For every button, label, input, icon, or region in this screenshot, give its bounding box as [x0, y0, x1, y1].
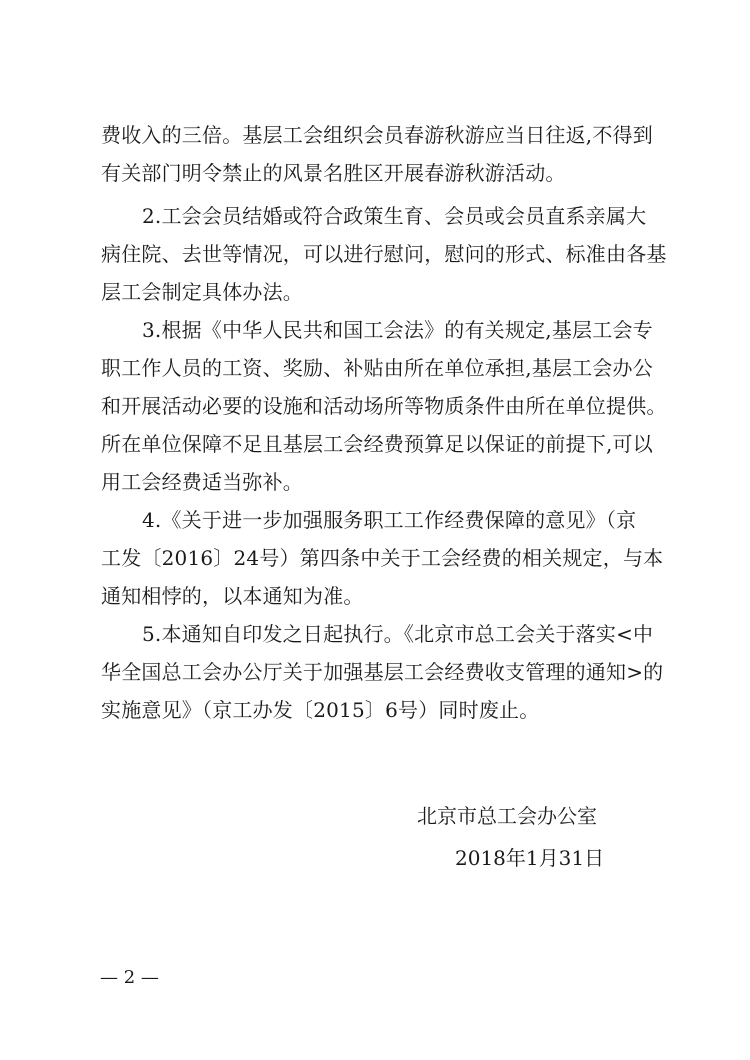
paragraph-line: 用工会经费适当弥补。: [101, 470, 303, 494]
paragraph-line: 有关部门明令禁止的风景名胜区开展春游秋游活动。: [101, 161, 566, 185]
paragraph-line: 和开展活动必要的设施和活动场所等物质条件由所在单位提供。: [101, 394, 667, 418]
paragraph-line: 费收入的三倍。基层工会组织会员春游秋游应当日往返,不得到: [101, 123, 653, 147]
paragraph-line: 华全国总工会办公厅关于加强基层工会经费收支管理的通知>的: [101, 660, 664, 684]
paragraph-line: 层工会制定具体办法。: [101, 280, 303, 304]
paragraph-line: 实施意见》（京工办发〔2015〕6号）同时废止。: [101, 698, 540, 722]
paragraph-line: 工发〔2016〕24号）第四条中关于工会经费的相关规定，与本: [101, 546, 664, 570]
paragraph-line: 2.工会会员结婚或符合政策生育、会员或会员直系亲属大: [142, 204, 647, 228]
paragraph-line: 5.本通知自印发之日起执行。《北京市总工会关于落实<中: [142, 622, 654, 646]
paragraph-line: 病住院、去世等情况，可以进行慰问，慰问的形式、标准由各基: [101, 242, 667, 266]
signature-organization: 北京市总工会办公室: [417, 804, 597, 828]
paragraph-line: 职工作人员的工资、奖励、补贴由所在单位承担,基层工会办公: [101, 356, 653, 380]
signature-date: 2018年1月31日: [455, 846, 605, 870]
page-number: — 2 —: [100, 967, 159, 988]
paragraph-line: 所在单位保障不足且基层工会经费预算足以保证的前提下,可以: [101, 432, 653, 456]
paragraph-line: 4.《关于进一步加强服务职工工作经费保障的意见》（京: [142, 508, 637, 532]
paragraph-line: 通知相悖的，以本通知为准。: [101, 584, 364, 608]
paragraph-line: 3.根据《中华人民共和国工会法》的有关规定,基层工会专: [142, 318, 653, 342]
